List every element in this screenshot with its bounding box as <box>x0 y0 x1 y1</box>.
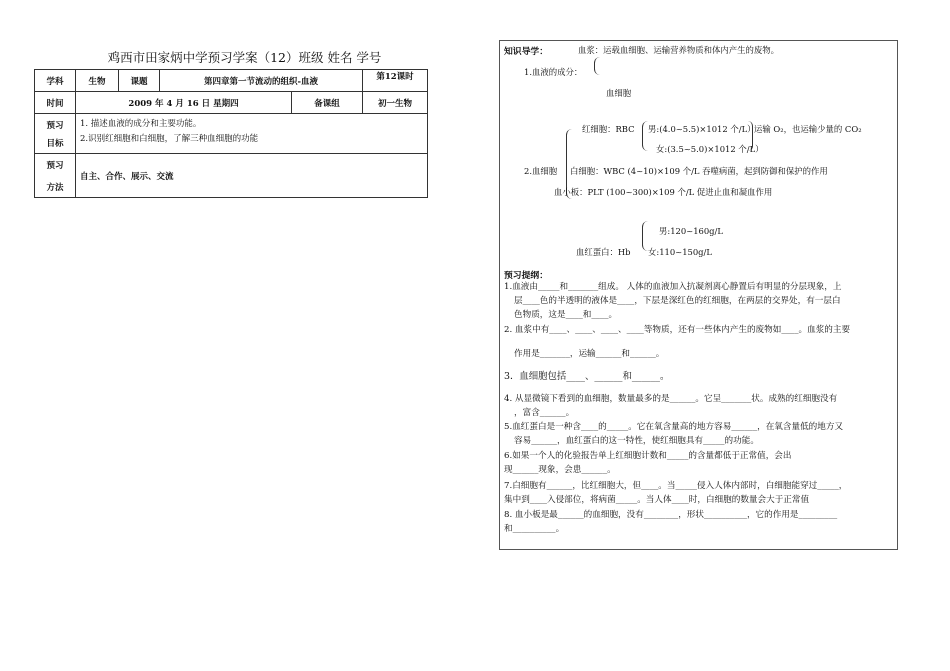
prompt-line: 2. 血浆中有____、____、____、____等物质，还有一些体内产生的废物如____。血浆的主要 <box>504 325 851 335</box>
topic-label: 课题 <box>119 70 160 92</box>
method-label-line2: 方法 <box>46 182 64 193</box>
prompt-line: 集中到____入侵部位，将病菌_____。当人体____时，白细胞的数量会大于正常值 <box>504 495 810 505</box>
prompt-line: 7.白细胞有______，比红细胞大，但____。当_____侵入人体内部时，白细胞能穿过_____， <box>504 481 848 491</box>
hb-female: 女:110~150g/L <box>648 247 712 257</box>
goal-item: 2.识别红细胞和白细胞，了解三种血细胞的功能 <box>80 134 259 144</box>
prep-group: 备课组 <box>292 92 363 114</box>
prompt-line: 6.如果一个人的化验报告单上红细胞计数和_____的含量都低于正常值，会出 <box>504 451 792 461</box>
subject-value: 生物 <box>76 70 119 92</box>
prompt-line: ，富含______。 <box>514 408 575 418</box>
method-label <box>35 154 76 198</box>
prompt-line: 作用是_______，运输______和______。 <box>514 349 665 359</box>
blood-composition: 1.血液的成分： <box>524 67 583 77</box>
prompt-line: 3．血细胞包括____、______和______。 <box>504 371 670 382</box>
prompt-line: 5.血红蛋白是一种含____的_____。它在氧含量高的地方容易______，在氧含量低的地方又 <box>504 422 844 432</box>
wbc-text: 白细胞：WBC (4~10)×109 个/L 吞噬病菌，起到防御和保护的作用 <box>570 166 828 176</box>
rbc-male: 男:(4.0~5.5)×1012 个/L） <box>648 124 756 134</box>
lesson-number: 第12课时 <box>363 70 428 92</box>
subject-label: 学科 <box>35 70 76 92</box>
goal-item: 1. 描述血液的成分和主要功能。 <box>80 119 202 129</box>
prompt-line: 现______现象，会患______。 <box>504 465 616 475</box>
hb-label: 血红蛋白：Hb <box>576 247 631 257</box>
plasma-text: 血浆：运载血细胞、运输营养物质和体内产生的废物。 <box>578 45 779 55</box>
rbc-function: 运输 O₂，也运输少量的 CO₂ <box>754 124 862 134</box>
time-value: 2009 年 4 月 16 日 星期四 <box>76 92 292 114</box>
prompt-line: 1.血液由_____和_______组成。 人体的血液加入抗凝剂离心静置后有明显的分层现象，上 <box>504 282 842 292</box>
goal-label <box>35 114 76 154</box>
prompt-line: 4. 从显微镜下看到的血细胞，数量最多的是______。它呈_______状。成熟的红细胞没有 <box>504 394 838 404</box>
blood-cells-heading: 2.血细胞 <box>524 166 558 176</box>
prompts-heading: 预习提纲： <box>504 271 548 281</box>
goal-label-line1: 预习 <box>46 120 64 131</box>
document-title: 鸡西市田家炳中学预习学案（12）班级 姓名 学号 <box>107 50 382 65</box>
grade: 初一生物 <box>363 92 428 114</box>
goal-items <box>76 114 428 154</box>
info-table <box>34 69 428 198</box>
goal-label-line2: 目标 <box>46 138 64 149</box>
topic-value: 第四章第一节流动的组织-血液 <box>160 70 363 92</box>
prompt-line: 层____色的半透明的液体是____，下层是深红色的红细胞，在两层的交界处，有一层白 <box>514 296 841 306</box>
rbc-female: 女:(3.5~5.0)×1012 个/L） <box>656 144 764 154</box>
prompt-line: 色物质，这是____和____。 <box>514 310 618 320</box>
knowledge-heading: 知识导学： <box>504 47 548 57</box>
study-panel <box>499 40 898 550</box>
method-value: 自主、合作、展示、交流 <box>76 154 428 198</box>
method-label-line1: 预习 <box>46 160 64 171</box>
blood-cells-label: 血细胞 <box>606 88 632 98</box>
rbc-label: 红细胞：RBC <box>582 124 635 134</box>
composition-brace <box>594 57 600 75</box>
plt-text: 血小板：PLT (100~300)×109 个/L 促进止血和凝血作用 <box>554 187 773 197</box>
hb-male: 男:120~160g/L <box>659 226 723 236</box>
prompt-line: 容易______，血红蛋白的这一特性，使红细胞具有_____的功能。 <box>514 436 759 446</box>
prompt-line: 和__________。 <box>504 524 565 534</box>
prompt-line: 8. 血小板是最______的血细胞，没有________，形状__________，它的作用是_________ <box>504 510 838 520</box>
time-label: 时间 <box>35 92 76 114</box>
